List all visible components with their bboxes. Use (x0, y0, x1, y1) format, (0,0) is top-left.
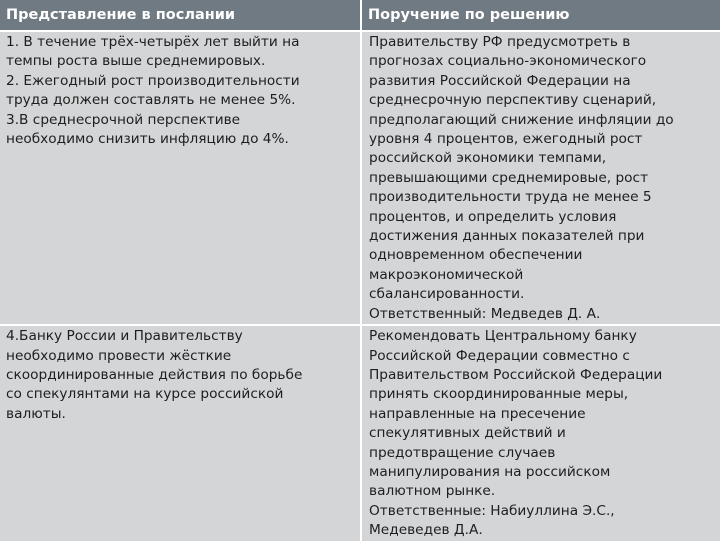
instruction-cell: Рекомендовать Центральному банку Российской Федерации совместно с Правительством Российской Федерации принять скоординированные меры, направленные на пресечение спекулятивных действий и предотвращение случаев манипулирования на российском валютном рынке. Ответственные: Набиуллина Э.С., Медеведев Д.А. (361, 325, 720, 541)
table-row (0, 31, 720, 325)
table-row (0, 325, 720, 541)
table-header-row (0, 0, 720, 31)
presentation-cell: 1. В течение трёх-четырёх лет выйти на темпы роста выше среднемировых. 2. Ежегодный рост производительности труда должен составлять не менее 5%. 3.В среднесрочной перспективе необходимо снизить инфляцию до 4%. (0, 31, 361, 325)
header-instruction: Поручение по решению (361, 0, 720, 31)
header-presentation: Представление в послании (0, 0, 361, 31)
instruction-cell: Правительству РФ предусмотреть в прогнозах социально-экономического развития Российской Федерации на среднесрочную перспективу сценарий, предполагающий снижение инфляции до уровня 4 процентов, ежегодный рост российской экономики темпами, превышающими среднемировые, рост производительности труда не менее 5 процентов, и определить условия достижения данных показателей при одновременном обеспечении макроэкономической сбалансированности. Ответственный: Медведев Д. А. (361, 31, 720, 325)
presentation-cell: 4.Банку России и Правительству необходимо провести жёсткие скоординированные действия по борьбе со спекулянтами на курсе российской валюты. (0, 325, 361, 541)
